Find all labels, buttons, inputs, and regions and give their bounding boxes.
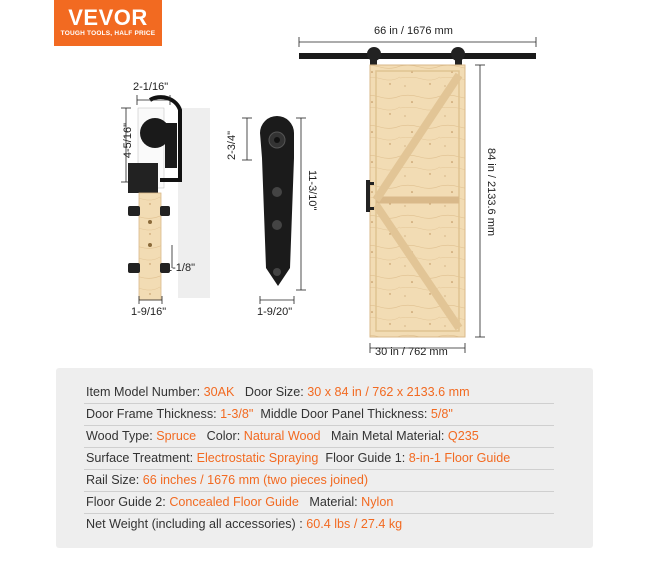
specifications-panel xyxy=(56,368,593,548)
spec-row: Door Frame Thickness: 1-3/8" Middle Door Panel Thickness: 5/8" xyxy=(86,407,453,421)
logo-brand: VEVOR xyxy=(68,5,148,30)
dim-strap-length: 11-3/10" xyxy=(306,170,318,211)
dim-hanger-bolt: 1-1/8" xyxy=(166,262,195,274)
barn-door-assembly xyxy=(299,37,536,353)
spec-row: Item Model Number: 30AK Door Size: 30 x 84 in / 762 x 2133.6 mm xyxy=(86,385,470,399)
dim-hanger-height: 4-5/16" xyxy=(122,123,134,159)
dim-door-width: 30 in / 762 mm xyxy=(375,346,448,358)
dim-door-height: 84 in / 2133.6 mm xyxy=(485,148,497,237)
door-handle xyxy=(366,180,370,212)
dim-hanger-base: 1-9/16" xyxy=(131,306,167,318)
dim-hanger-width: 2-1/16" xyxy=(133,81,169,93)
dim-strap-top: 2-3/4" xyxy=(226,131,238,160)
spec-row: Net Weight (including all accessories) : 60.4 lbs / 27.4 kg xyxy=(86,517,403,531)
spec-row: Rail Size: 66 inches / 1676 mm (two pieces joined) xyxy=(86,473,369,487)
hanger-bracket xyxy=(165,123,177,168)
spec-row: Wood Type: Spruce Color: Natural Wood Main Metal Material: Q235 xyxy=(86,429,479,443)
dim-strap-width: 1-9/20" xyxy=(257,306,293,318)
hanger-strap-front-view xyxy=(242,116,306,304)
logo-tagline: TOUGH TOOLS, HALF PRICE xyxy=(60,30,156,37)
hanger-plate xyxy=(128,163,158,193)
sliding-rail xyxy=(299,53,536,59)
spec-row: Surface Treatment: Electrostatic Spraying Floor Guide 1: 8-in-1 Floor Guide xyxy=(86,451,511,465)
spec-row: Floor Guide 2: Concealed Floor Guide Material: Nylon xyxy=(86,495,394,509)
dim-rail-length: 66 in / 1676 mm xyxy=(374,25,453,37)
